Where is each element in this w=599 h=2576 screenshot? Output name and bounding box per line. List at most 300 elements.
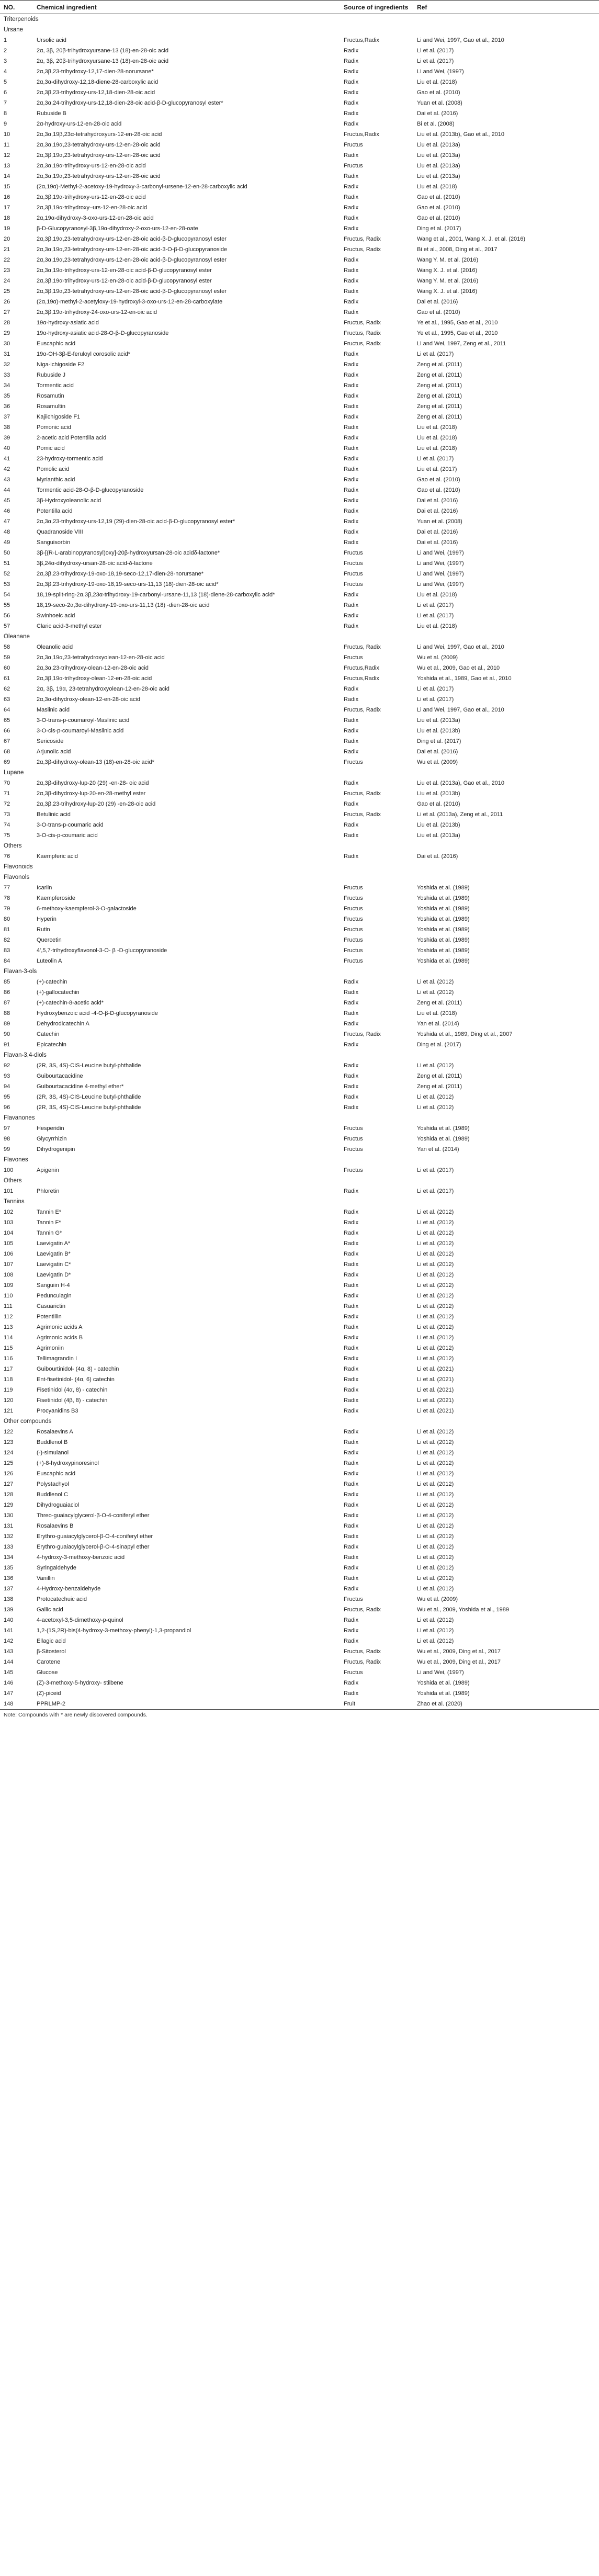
cell-no: 114 (4, 1335, 13, 1341)
cell-no: 82 (4, 937, 10, 943)
cell-chemical: 2α, 3β, 19α, 23-tetrahydroxyolean-12-en-28-oic acid (37, 686, 169, 692)
cell-ref: Gao et al. (2010) (417, 205, 460, 211)
cell-no: 144 (4, 1659, 14, 1665)
cell-chemical: 2α,3β,19α,23-tetrahydroxy-urs-12-en-28-oic acid-β-D-glucopyranosyl ester (37, 288, 227, 295)
cell-ref: Yoshida et al. (1989) (417, 906, 470, 912)
cell-no: 109 (4, 1282, 14, 1289)
cell-chemical: Rosalaevins A (37, 1429, 73, 1435)
cell-source: Fructus (344, 654, 363, 661)
cell-source: Fructus (344, 571, 363, 577)
cell-chemical: Rutin (37, 927, 50, 933)
table-row (0, 1301, 599, 1312)
cell-ref: Yoshida et al. (1989) (417, 885, 470, 891)
cell-chemical: Quadranoside VIII (37, 529, 83, 535)
section-header-row (0, 1050, 599, 1060)
cell-ref: Wu et al., 2009, Ding et al., 2017 (417, 1659, 501, 1665)
cell-ref: Li et al. (2013a), Zeng et al., 2011 (417, 811, 503, 818)
table-row (0, 1081, 599, 1092)
cell-source: Radix (344, 288, 359, 295)
cell-no: 127 (4, 1481, 14, 1487)
cell-chemical: Oleanolic acid (37, 644, 73, 650)
cell-source: Fructus (344, 947, 363, 954)
table-row (0, 119, 599, 129)
table-row (0, 1092, 599, 1102)
cell-chemical: Guibourtinidol- (4α, 8) - catechin (37, 1366, 119, 1372)
cell-source: Fructus (344, 550, 363, 556)
cell-ref: Liu et al. (2018) (417, 184, 457, 190)
cell-chemical: Agrimonic acids A (37, 1324, 83, 1330)
cell-no: 91 (4, 1042, 10, 1048)
cell-chemical: Agrimoniin (37, 1345, 64, 1351)
table-row (0, 747, 599, 757)
cell-chemical: Hesperidin (37, 1125, 64, 1132)
table-row (0, 558, 599, 569)
cell-ref: Yoshida et al. (1989) (417, 1125, 470, 1132)
table-row (0, 192, 599, 202)
cell-no: 100 (4, 1167, 14, 1173)
cell-source: Radix (344, 1282, 359, 1289)
cell-no: 80 (4, 916, 10, 922)
header-no: NO. (0, 1, 33, 14)
cell-chemical: Sanguiin H-4 (37, 1282, 70, 1289)
cell-source: Radix (344, 1094, 359, 1100)
table-row (0, 1625, 599, 1636)
cell-chemical: 23-hydroxy-tormentic acid (37, 456, 103, 462)
table-row (0, 1510, 599, 1521)
cell-ref: Li et al. (2017) (417, 1167, 454, 1173)
cell-no: 89 (4, 1021, 10, 1027)
table-row (0, 527, 599, 537)
cell-ref: Ye et al., 1995, Gao et al., 2010 (417, 330, 498, 336)
cell-ref: Yoshida et al. (1989) (417, 1680, 470, 1686)
cell-source: Fructus (344, 142, 363, 148)
cell-source: Fructus, Radix (344, 236, 381, 242)
cell-ref: Li and Wei, (1997) (417, 581, 464, 587)
cell-no: 47 (4, 518, 10, 525)
cell-no: 37 (4, 414, 10, 420)
cell-ref: Wu et al. (2009) (417, 1596, 458, 1602)
cell-chemical: (Z)-3-methoxy-5-hydroxy- stilbene (37, 1680, 123, 1686)
cell-source: Radix (344, 728, 359, 734)
cell-chemical: 3-O-cis-p-coumaric acid (37, 832, 98, 839)
table-row (0, 1646, 599, 1657)
table-row (0, 87, 599, 98)
cell-chemical: 2α,3β-dihydroxy-lup-20 (29) -en-28- oic acid (37, 780, 149, 786)
cell-source: Radix (344, 1628, 359, 1634)
cell-chemical: Pomolic acid (37, 466, 70, 472)
cell-source: Radix (344, 194, 359, 200)
section-title: Flavones (4, 1157, 28, 1163)
cell-ref: Li et al. (2021) (417, 1397, 454, 1404)
table-body (0, 14, 599, 1710)
cell-chemical: 2α,3α,19α-trihydroxy-urs-12-en-28-oic acid-β-D-glucopyranosyl ester (37, 267, 212, 274)
cell-chemical: Buddlenol C (37, 1492, 68, 1498)
table-row (0, 108, 599, 119)
cell-no: 43 (4, 477, 10, 483)
cell-no: 8 (4, 110, 7, 117)
table-row (0, 1531, 599, 1542)
table-row (0, 380, 599, 391)
cell-source: Radix (344, 414, 359, 420)
cell-source: Radix (344, 79, 359, 85)
section-header-row (0, 1196, 599, 1207)
table-row (0, 150, 599, 161)
table-row (0, 182, 599, 192)
cell-ref: Wu et al., 2009, Gao et al., 2010 (417, 665, 500, 671)
cell-no: 84 (4, 958, 10, 964)
cell-source: Fructus (344, 163, 363, 169)
cell-chemical: Pedunculagin (37, 1293, 72, 1299)
table-row (0, 1374, 599, 1385)
cell-ref: Yan et al. (2014) (417, 1021, 459, 1027)
cell-ref: Yoshida et al. (1989) (417, 895, 470, 901)
cell-source: Radix (344, 1083, 359, 1090)
cell-chemical: Kaempferic acid (37, 853, 78, 860)
cell-ref: Liu et al. (2013a) (417, 163, 460, 169)
cell-source: Fructus (344, 906, 363, 912)
cell-chemical: 2α, 3β, 20β-trihydroxyursane-13 (18)-en-28-oic acid (37, 58, 168, 64)
cell-source: Radix (344, 1502, 359, 1508)
cell-source: Radix (344, 1324, 359, 1330)
cell-source: Radix (344, 1586, 359, 1592)
table-row (0, 1636, 599, 1646)
table-row (0, 202, 599, 213)
cell-chemical: (2R, 3S, 4S)-CIS-Leucine butyl-phthalide (37, 1094, 141, 1100)
cell-no: 11 (4, 142, 10, 148)
cell-ref: Wu et al. (2009) (417, 654, 458, 661)
cell-chemical: 2α,3α-dihydroxy-olean-12-en-28-oic acid (37, 696, 140, 703)
cell-chemical: Quercetin (37, 937, 62, 943)
cell-no: 30 (4, 341, 10, 347)
cell-ref: Li et al. (2012) (417, 1492, 454, 1498)
cell-no: 142 (4, 1638, 14, 1644)
cell-source: Radix (344, 613, 359, 619)
cell-no: 129 (4, 1502, 14, 1508)
cell-source: Fructus (344, 581, 363, 587)
cell-ref: Li and Wei, 1997, Gao et al., 2010 (417, 644, 504, 650)
cell-source: Radix (344, 1021, 359, 1027)
cell-ref: Liu et al. (2013a), Gao et al., 2010 (417, 780, 504, 786)
table-row (0, 265, 599, 276)
cell-source: Radix (344, 1366, 359, 1372)
table-row (0, 1008, 599, 1019)
cell-ref: Zeng et al. (2011) (417, 393, 462, 399)
cell-chemical: 2α,3α-dihydroxy-12,18-diene-28-carboxylic acid (37, 79, 159, 85)
cell-chemical: Glycyrrhizin (37, 1136, 67, 1142)
cell-chemical: Casuarictin (37, 1303, 66, 1309)
cell-ref: Li et al. (2012) (417, 989, 454, 996)
cell-ref: Yuan et al. (2008) (417, 100, 462, 106)
cell-chemical: Euscaphic acid (37, 1471, 75, 1477)
cell-chemical: Rubuside B (37, 110, 66, 117)
cell-chemical: 2α,3β,23-trihydroxy-19-oxo-18,19-seco-urs-11,13 (18)-dien-28-oic acid* (37, 581, 219, 587)
table-row (0, 757, 599, 767)
table-row (0, 851, 599, 862)
table-row (0, 945, 599, 956)
cell-no: 22 (4, 257, 10, 263)
cell-source: Fructus, Radix (344, 790, 381, 797)
cell-chemical: Fisetinidol (4α, 8) - catechin (37, 1387, 108, 1393)
table-row (0, 1437, 599, 1448)
table-row (0, 579, 599, 590)
cell-source: Radix (344, 1104, 359, 1111)
cell-chemical: Threo-guaiacylglycerol-β-O-4-coniferyl ether (37, 1512, 150, 1519)
cell-no: 120 (4, 1397, 14, 1404)
cell-source: Radix (344, 686, 359, 692)
cell-ref: Wang Y. M. et al. (2016) (417, 257, 479, 263)
cell-source: Fructus (344, 885, 363, 891)
table-note: Note: Compounds with * are newly discovered compounds. (4, 1712, 148, 1718)
cell-ref: Gao et al. (2010) (417, 487, 460, 493)
cell-no: 88 (4, 1010, 10, 1016)
cell-chemical: 19α-OH-3β-E-feruloyl corosolic acid* (37, 351, 130, 357)
cell-source: Radix (344, 393, 359, 399)
cell-no: 44 (4, 487, 10, 493)
cell-ref: Zeng et al. (2011) (417, 361, 462, 368)
cell-no: 71 (4, 790, 10, 797)
cell-source: Radix (344, 69, 359, 75)
cell-ref: Li et al. (2012) (417, 1512, 454, 1519)
cell-ref: Li et al. (2012) (417, 1303, 454, 1309)
table-row (0, 1563, 599, 1573)
table-row (0, 129, 599, 140)
cell-ref: Zeng et al. (2011) (417, 382, 462, 389)
table-row (0, 1489, 599, 1500)
table-row (0, 600, 599, 611)
cell-no: 15 (4, 184, 10, 190)
cell-no: 64 (4, 707, 10, 713)
table-row (0, 1322, 599, 1332)
cell-chemical: Rubuside J (37, 372, 66, 378)
cell-no: 40 (4, 445, 10, 451)
cell-ref: Li et al. (2012) (417, 1355, 454, 1362)
cell-no: 55 (4, 602, 10, 608)
table-row (0, 297, 599, 307)
cell-ref: Liu et al. (2013a) (417, 832, 460, 839)
cell-chemical: Sanguisorbin (37, 539, 71, 546)
table-row (0, 1040, 599, 1050)
cell-chemical: 19α-hydroxy-asiatic acid-28-O-β-D-glucopyranoside (37, 330, 169, 336)
table-row (0, 1186, 599, 1196)
cell-ref: Li et al. (2012) (417, 1104, 454, 1111)
cell-no: 90 (4, 1031, 10, 1037)
cell-ref: Liu et al. (2018) (417, 623, 457, 629)
cell-no: 5 (4, 79, 7, 85)
cell-no: 103 (4, 1219, 14, 1226)
table-row (0, 485, 599, 495)
cell-source: Radix (344, 1481, 359, 1487)
cell-chemical: Ent-fisetinidol- (4α, 6) catechin (37, 1376, 115, 1383)
cell-no: 58 (4, 644, 10, 650)
cell-ref: Liu et al. (2018) (417, 445, 457, 451)
cell-chemical: Erythro-guaiacylglycerol-β-O-4-sinapyl ether (37, 1544, 150, 1550)
cell-ref: Li and Wei, (1997) (417, 550, 464, 556)
cell-source: Fructus,Radix (344, 665, 379, 671)
cell-ref: Ding et al. (2017) (417, 738, 461, 744)
cell-no: 148 (4, 1701, 14, 1707)
table-row (0, 1395, 599, 1406)
cell-chemical: Swinhoeic acid (37, 613, 75, 619)
cell-chemical: Laevigatin B* (37, 1251, 71, 1257)
cell-source: Radix (344, 456, 359, 462)
cell-chemical: Guibourtacacidine (37, 1073, 83, 1079)
cell-ref: Zeng et al. (2011) (417, 403, 462, 410)
table-row (0, 883, 599, 893)
cell-source: Fructus, Radix (344, 644, 381, 650)
cell-chemical: Catechin (37, 1031, 60, 1037)
cell-source: Fructus,Radix (344, 131, 379, 138)
cell-no: 110 (4, 1293, 13, 1299)
cell-chemical: Luteolin A (37, 958, 62, 964)
cell-source: Radix (344, 1690, 359, 1697)
cell-ref: Liu et al. (2018) (417, 424, 457, 431)
table-row (0, 987, 599, 998)
cell-ref: Ding et al. (2017) (417, 225, 461, 232)
cell-chemical: (+)-catechin (37, 979, 67, 985)
table-row (0, 77, 599, 87)
section-title: Others (4, 843, 22, 849)
cell-ref: Li et al. (2012) (417, 1450, 454, 1456)
table-row (0, 1019, 599, 1029)
cell-chemical: 2α,3α,19α,23-tetrahydroxy-urs-12-en-28-oic acid-β-D-glucopyranosyl ester (37, 257, 227, 263)
table-row (0, 1029, 599, 1040)
cell-source: Radix (344, 518, 359, 525)
cell-source: Radix (344, 717, 359, 724)
section-header-row (0, 1113, 599, 1123)
cell-chemical: Ellagic acid (37, 1638, 66, 1644)
table-row (0, 977, 599, 987)
section-title: Flavonoids (4, 864, 33, 870)
table-row (0, 1385, 599, 1395)
cell-ref: Wang et al., 2001, Wang X. J. et al. (2016) (417, 236, 526, 242)
cell-source: Radix (344, 152, 359, 159)
cell-no: 9 (4, 121, 7, 127)
cell-source: Radix (344, 361, 359, 368)
cell-chemical: Tannin F* (37, 1219, 61, 1226)
cell-ref: Dai et al. (2016) (417, 110, 458, 117)
cell-source: Radix (344, 121, 359, 127)
cell-no: 102 (4, 1209, 14, 1215)
cell-ref: Dai et al. (2016) (417, 529, 458, 535)
cell-source: Fructus, Radix (344, 707, 381, 713)
cell-ref: Yoshida et al. (1989) (417, 958, 470, 964)
cell-source: Fructus (344, 937, 363, 943)
cell-chemical: 2α,3α,19α-trihydroxy-urs-12-en-28-oic acid (37, 163, 146, 169)
table-row (0, 1270, 599, 1280)
cell-no: 122 (4, 1429, 14, 1435)
cell-ref: Li and Wei, 1997, Gao et al., 2010 (417, 707, 504, 713)
cell-ref: Gao et al. (2010) (417, 89, 460, 96)
cell-ref: Wu et al. (2009) (417, 759, 458, 765)
table-row (0, 422, 599, 433)
cell-no: 23 (4, 267, 10, 274)
section-title: Others (4, 1178, 22, 1184)
cell-source: Fructus,Radix (344, 675, 379, 682)
cell-ref: Li et al. (2012) (417, 1240, 454, 1247)
cell-chemical: 3β-[(R-L-arabinopyranosyl)oxy]-20β-hydroxyursan-28-oic acidδ-lactone* (37, 550, 220, 556)
cell-ref: Wang Y. M. et al. (2016) (417, 278, 479, 284)
cell-chemical: 18,19-seco-2α,3α-dihydroxy-19-oxo-urs-11,13 (18) -dien-28-oic acid (37, 602, 210, 608)
table-row (0, 1552, 599, 1563)
cell-chemical: Apigenin (37, 1167, 59, 1173)
table-row (0, 1228, 599, 1238)
cell-no: 139 (4, 1607, 14, 1613)
table-row (0, 391, 599, 401)
cell-ref: Li et al. (2017) (417, 58, 454, 64)
table-row (0, 255, 599, 265)
cell-ref: Zeng et al. (2011) (417, 1073, 462, 1079)
cell-ref: Wang X. J. et al. (2016) (417, 267, 478, 274)
cell-no: 78 (4, 895, 10, 901)
cell-chemical: 2α,3β,19α-trihydroxy-olean-12-en-28-oic acid (37, 675, 152, 682)
cell-no: 69 (4, 759, 10, 765)
cell-no: 107 (4, 1261, 14, 1268)
cell-chemical: Syringaldehyde (37, 1565, 76, 1571)
cell-source: Radix (344, 424, 359, 431)
cell-chemical: Protocatechuic acid (37, 1596, 87, 1602)
cell-source: Radix (344, 1439, 359, 1445)
cell-ref: Yoshida et al. (1989) (417, 1136, 470, 1142)
cell-chemical: Myrianthic acid (37, 477, 75, 483)
cell-source: Radix (344, 1523, 359, 1529)
cell-source: Fructus, Radix (344, 330, 381, 336)
cell-no: 36 (4, 403, 10, 410)
cell-source: Fructus, Radix (344, 811, 381, 818)
cell-source: Radix (344, 445, 359, 451)
cell-no: 4 (4, 69, 7, 75)
cell-no: 13 (4, 163, 10, 169)
table-row (0, 161, 599, 171)
cell-chemical: 19α-hydroxy-asiatic acid (37, 320, 99, 326)
cell-ref: Liu et al. (2013b) (417, 822, 460, 828)
cell-ref: Li et al. (2012) (417, 1429, 454, 1435)
cell-no: 87 (4, 1000, 10, 1006)
cell-ref: Li and Wei, (1997) (417, 560, 464, 567)
cell-ref: Liu et al. (2013b) (417, 790, 460, 797)
cell-no: 132 (4, 1533, 14, 1540)
section-title: Flavan-3,4-diols (4, 1052, 47, 1058)
table-row (0, 1678, 599, 1688)
cell-no: 115 (4, 1345, 13, 1351)
cell-no: 48 (4, 529, 10, 535)
cell-source: Radix (344, 1533, 359, 1540)
section-header-row (0, 966, 599, 977)
cell-source: Fructus (344, 958, 363, 964)
cell-source: Fructus, Radix (344, 1607, 381, 1613)
table-row (0, 1312, 599, 1322)
cell-ref: Yoshida et al. (1989) (417, 1690, 470, 1697)
cell-chemical: Tormentic acid-28-O-β-D-glucopyranoside (37, 487, 144, 493)
cell-ref: Li et al. (2017) (417, 48, 454, 54)
cell-source: Fructus (344, 759, 363, 765)
table-row (0, 1353, 599, 1364)
table-row (0, 726, 599, 736)
table-row (0, 1427, 599, 1437)
cell-no: 124 (4, 1450, 14, 1456)
cell-chemical: 2α-hydroxy-urs-12-en-28-oic acid (37, 121, 122, 127)
cell-source: Radix (344, 1251, 359, 1257)
cell-no: 123 (4, 1439, 14, 1445)
table-row (0, 799, 599, 809)
cell-chemical: 1,2-(1S,2R)-bis(4-hydroxy-3-methoxy-phenyl)-1,3-propandiol (37, 1628, 191, 1634)
cell-source: Fructus, Radix (344, 341, 381, 347)
table-row (0, 1406, 599, 1416)
cell-source: Radix (344, 215, 359, 221)
cell-source: Radix (344, 1000, 359, 1006)
cell-no: 97 (4, 1125, 10, 1132)
cell-chemical: Glucose (37, 1669, 58, 1676)
cell-chemical: Rosamutin (37, 393, 64, 399)
